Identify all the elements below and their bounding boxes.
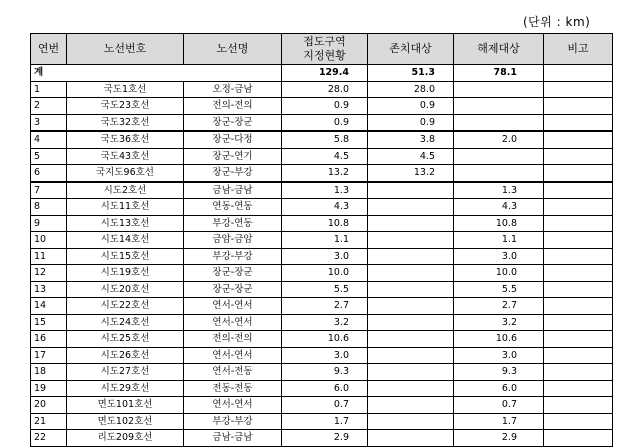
cell-seq: 13	[31, 281, 67, 298]
cell-route-name: 장군-연기	[184, 148, 282, 165]
table-row	[31, 215, 613, 232]
cell-route-name: 전의-전의	[184, 98, 282, 115]
cell-route-no: 국도36호선	[67, 131, 184, 148]
cell-designated: 9.3	[282, 364, 368, 381]
cell-route-no: 시도15호선	[67, 248, 184, 265]
cell-route-no: 시도14호선	[67, 232, 184, 249]
cell-route-name: 연서-연서	[184, 347, 282, 364]
cell-route-name: 장군-장군	[184, 281, 282, 298]
cell-designated: 5.8	[282, 131, 368, 148]
cell-release: 1.7	[454, 413, 544, 430]
cell-seq: 8	[31, 199, 67, 216]
cell-release: 3.0	[454, 347, 544, 364]
total-retain: 51.3	[368, 65, 454, 82]
cell-route-no: 면도101호선	[67, 397, 184, 414]
cell-retain	[368, 199, 454, 216]
cell-release: 2.9	[454, 430, 544, 447]
header-route-no: 노선번호	[67, 34, 184, 65]
cell-route-no: 면도102호선	[67, 413, 184, 430]
cell-route-no: 시도27호선	[67, 364, 184, 381]
cell-release: 2.7	[454, 298, 544, 315]
cell-route-no: 시도20호선	[67, 281, 184, 298]
cell-route-name: 부강-부강	[184, 248, 282, 265]
cell-seq: 21	[31, 413, 67, 430]
cell-designated: 0.9	[282, 98, 368, 115]
cell-seq: 1	[31, 81, 67, 98]
cell-designated: 3.0	[282, 248, 368, 265]
cell-retain	[368, 364, 454, 381]
cell-route-name: 금암-금암	[184, 232, 282, 249]
cell-designated: 6.0	[282, 380, 368, 397]
table-row	[31, 380, 613, 397]
cell-release: 6.0	[454, 380, 544, 397]
table-row	[31, 131, 613, 148]
cell-release: 2.0	[454, 131, 544, 148]
cell-retain	[368, 298, 454, 315]
table-row	[31, 248, 613, 265]
cell-designated: 3.2	[282, 314, 368, 331]
cell-retain	[368, 265, 454, 282]
cell-retain	[368, 232, 454, 249]
cell-seq: 3	[31, 114, 67, 131]
cell-designated: 10.6	[282, 331, 368, 348]
cell-remark	[544, 281, 613, 298]
header-seq: 연번	[31, 34, 67, 65]
cell-remark	[544, 114, 613, 131]
cell-seq: 9	[31, 215, 67, 232]
header-route-name: 노선명	[184, 34, 282, 65]
cell-designated: 1.1	[282, 232, 368, 249]
cell-designated: 2.9	[282, 430, 368, 447]
cell-route-no: 국도1호선	[67, 81, 184, 98]
cell-designated: 2.7	[282, 298, 368, 315]
table-row	[31, 298, 613, 315]
cell-seq: 19	[31, 380, 67, 397]
cell-release	[454, 148, 544, 165]
cell-retain	[368, 314, 454, 331]
cell-retain: 0.9	[368, 114, 454, 131]
table-row	[31, 347, 613, 364]
cell-route-no: 시도11호선	[67, 199, 184, 216]
table-row	[31, 165, 613, 182]
cell-route-name: 부강-부강	[184, 413, 282, 430]
cell-route-no: 시도24호선	[67, 314, 184, 331]
cell-route-no: 시도2호선	[67, 182, 184, 199]
cell-seq: 6	[31, 165, 67, 182]
cell-retain	[368, 413, 454, 430]
cell-release	[454, 165, 544, 182]
cell-seq: 17	[31, 347, 67, 364]
cell-seq: 2	[31, 98, 67, 115]
cell-retain: 0.9	[368, 98, 454, 115]
cell-retain	[368, 182, 454, 199]
cell-route-no: 시도25호선	[67, 331, 184, 348]
cell-designated: 13.2	[282, 165, 368, 182]
cell-release: 10.0	[454, 265, 544, 282]
cell-remark	[544, 430, 613, 447]
cell-designated: 1.3	[282, 182, 368, 199]
total-remark	[544, 65, 613, 82]
cell-seq: 4	[31, 131, 67, 148]
cell-designated: 0.9	[282, 114, 368, 131]
table-row	[31, 81, 613, 98]
cell-remark	[544, 165, 613, 182]
cell-release	[454, 81, 544, 98]
cell-designated: 28.0	[282, 81, 368, 98]
cell-route-no: 국지도96호선	[67, 165, 184, 182]
cell-route-no: 리도209호선	[67, 430, 184, 447]
table-row	[31, 331, 613, 348]
cell-route-no: 시도22호선	[67, 298, 184, 315]
cell-seq: 18	[31, 364, 67, 381]
table-row	[31, 148, 613, 165]
cell-designated: 10.8	[282, 215, 368, 232]
header-remark: 비고	[544, 34, 613, 65]
total-release: 78.1	[454, 65, 544, 82]
cell-route-name: 연서-연서	[184, 314, 282, 331]
cell-route-name: 연동-연동	[184, 199, 282, 216]
table-row	[31, 413, 613, 430]
header-designated-line2: 지정현황	[303, 49, 346, 62]
cell-designated: 10.0	[282, 265, 368, 282]
cell-release	[454, 114, 544, 131]
cell-retain	[368, 397, 454, 414]
cell-remark	[544, 265, 613, 282]
cell-remark	[544, 131, 613, 148]
cell-retain	[368, 281, 454, 298]
cell-retain: 3.8	[368, 131, 454, 148]
header-release: 해제대상	[454, 34, 544, 65]
table-row	[31, 114, 613, 131]
cell-designated: 4.5	[282, 148, 368, 165]
cell-seq: 7	[31, 182, 67, 199]
cell-remark	[544, 331, 613, 348]
cell-route-name: 장군-장군	[184, 114, 282, 131]
table-row	[31, 364, 613, 381]
cell-route-no: 국도43호선	[67, 148, 184, 165]
total-label: 계	[31, 65, 282, 82]
cell-remark	[544, 314, 613, 331]
cell-retain: 28.0	[368, 81, 454, 98]
cell-seq: 16	[31, 331, 67, 348]
cell-retain	[368, 248, 454, 265]
header-designated	[282, 34, 368, 65]
cell-seq: 10	[31, 232, 67, 249]
table-row	[31, 199, 613, 216]
cell-remark	[544, 81, 613, 98]
cell-retain	[368, 430, 454, 447]
table-row	[31, 281, 613, 298]
cell-route-name: 장군-다정	[184, 131, 282, 148]
cell-release: 3.2	[454, 314, 544, 331]
cell-release: 5.5	[454, 281, 544, 298]
cell-retain	[368, 215, 454, 232]
cell-route-name: 장군-장군	[184, 265, 282, 282]
cell-route-name: 연서-연서	[184, 397, 282, 414]
table-row	[31, 314, 613, 331]
cell-designated: 0.7	[282, 397, 368, 414]
cell-designated: 5.5	[282, 281, 368, 298]
unit-note: (단위 : km)	[523, 15, 591, 29]
cell-remark	[544, 199, 613, 216]
cell-release: 10.8	[454, 215, 544, 232]
cell-route-no: 시도19호선	[67, 265, 184, 282]
cell-route-no: 시도26호선	[67, 347, 184, 364]
cell-retain	[368, 347, 454, 364]
cell-release: 3.0	[454, 248, 544, 265]
cell-seq: 20	[31, 397, 67, 414]
cell-release: 10.6	[454, 331, 544, 348]
header-designated-line1: 접도구역	[303, 35, 346, 48]
cell-route-name: 연서-연서	[184, 298, 282, 315]
cell-seq: 5	[31, 148, 67, 165]
cell-remark	[544, 148, 613, 165]
total-row	[31, 65, 613, 82]
cell-release: 1.3	[454, 182, 544, 199]
cell-route-name: 금남-금남	[184, 430, 282, 447]
cell-release: 1.1	[454, 232, 544, 249]
cell-retain	[368, 380, 454, 397]
cell-release: 0.7	[454, 397, 544, 414]
cell-remark	[544, 232, 613, 249]
cell-route-name: 금남-금남	[184, 182, 282, 199]
cell-remark	[544, 215, 613, 232]
table-row	[31, 430, 613, 447]
cell-route-name: 연서-전동	[184, 364, 282, 381]
cell-remark	[544, 380, 613, 397]
cell-seq: 11	[31, 248, 67, 265]
cell-release: 9.3	[454, 364, 544, 381]
cell-remark	[544, 364, 613, 381]
cell-release	[454, 98, 544, 115]
cell-designated: 3.0	[282, 347, 368, 364]
cell-remark	[544, 98, 613, 115]
cell-route-name: 전동-전동	[184, 380, 282, 397]
cell-route-name: 오정-금남	[184, 81, 282, 98]
cell-designated: 1.7	[282, 413, 368, 430]
cell-remark	[544, 182, 613, 199]
total-designated: 129.4	[282, 65, 368, 82]
cell-route-no: 시도13호선	[67, 215, 184, 232]
cell-seq: 14	[31, 298, 67, 315]
cell-route-name: 전의-전의	[184, 331, 282, 348]
header-retain: 존치대상	[368, 34, 454, 65]
cell-remark	[544, 347, 613, 364]
table-row	[31, 98, 613, 115]
cell-route-no: 국도32호선	[67, 114, 184, 131]
cell-designated: 4.3	[282, 199, 368, 216]
cell-remark	[544, 248, 613, 265]
cell-seq: 15	[31, 314, 67, 331]
cell-seq: 22	[31, 430, 67, 447]
header-row	[31, 34, 613, 65]
route-table	[30, 33, 613, 447]
cell-route-name: 장군-부강	[184, 165, 282, 182]
table-row	[31, 397, 613, 414]
cell-route-no: 국도23호선	[67, 98, 184, 115]
cell-retain: 4.5	[368, 148, 454, 165]
cell-seq: 12	[31, 265, 67, 282]
table-row	[31, 265, 613, 282]
cell-route-name: 부강-연동	[184, 215, 282, 232]
cell-remark	[544, 413, 613, 430]
cell-route-no: 시도29호선	[67, 380, 184, 397]
table-row	[31, 182, 613, 199]
cell-retain: 13.2	[368, 165, 454, 182]
cell-retain	[368, 331, 454, 348]
table-row	[31, 232, 613, 249]
cell-remark	[544, 397, 613, 414]
cell-remark	[544, 298, 613, 315]
cell-release: 4.3	[454, 199, 544, 216]
